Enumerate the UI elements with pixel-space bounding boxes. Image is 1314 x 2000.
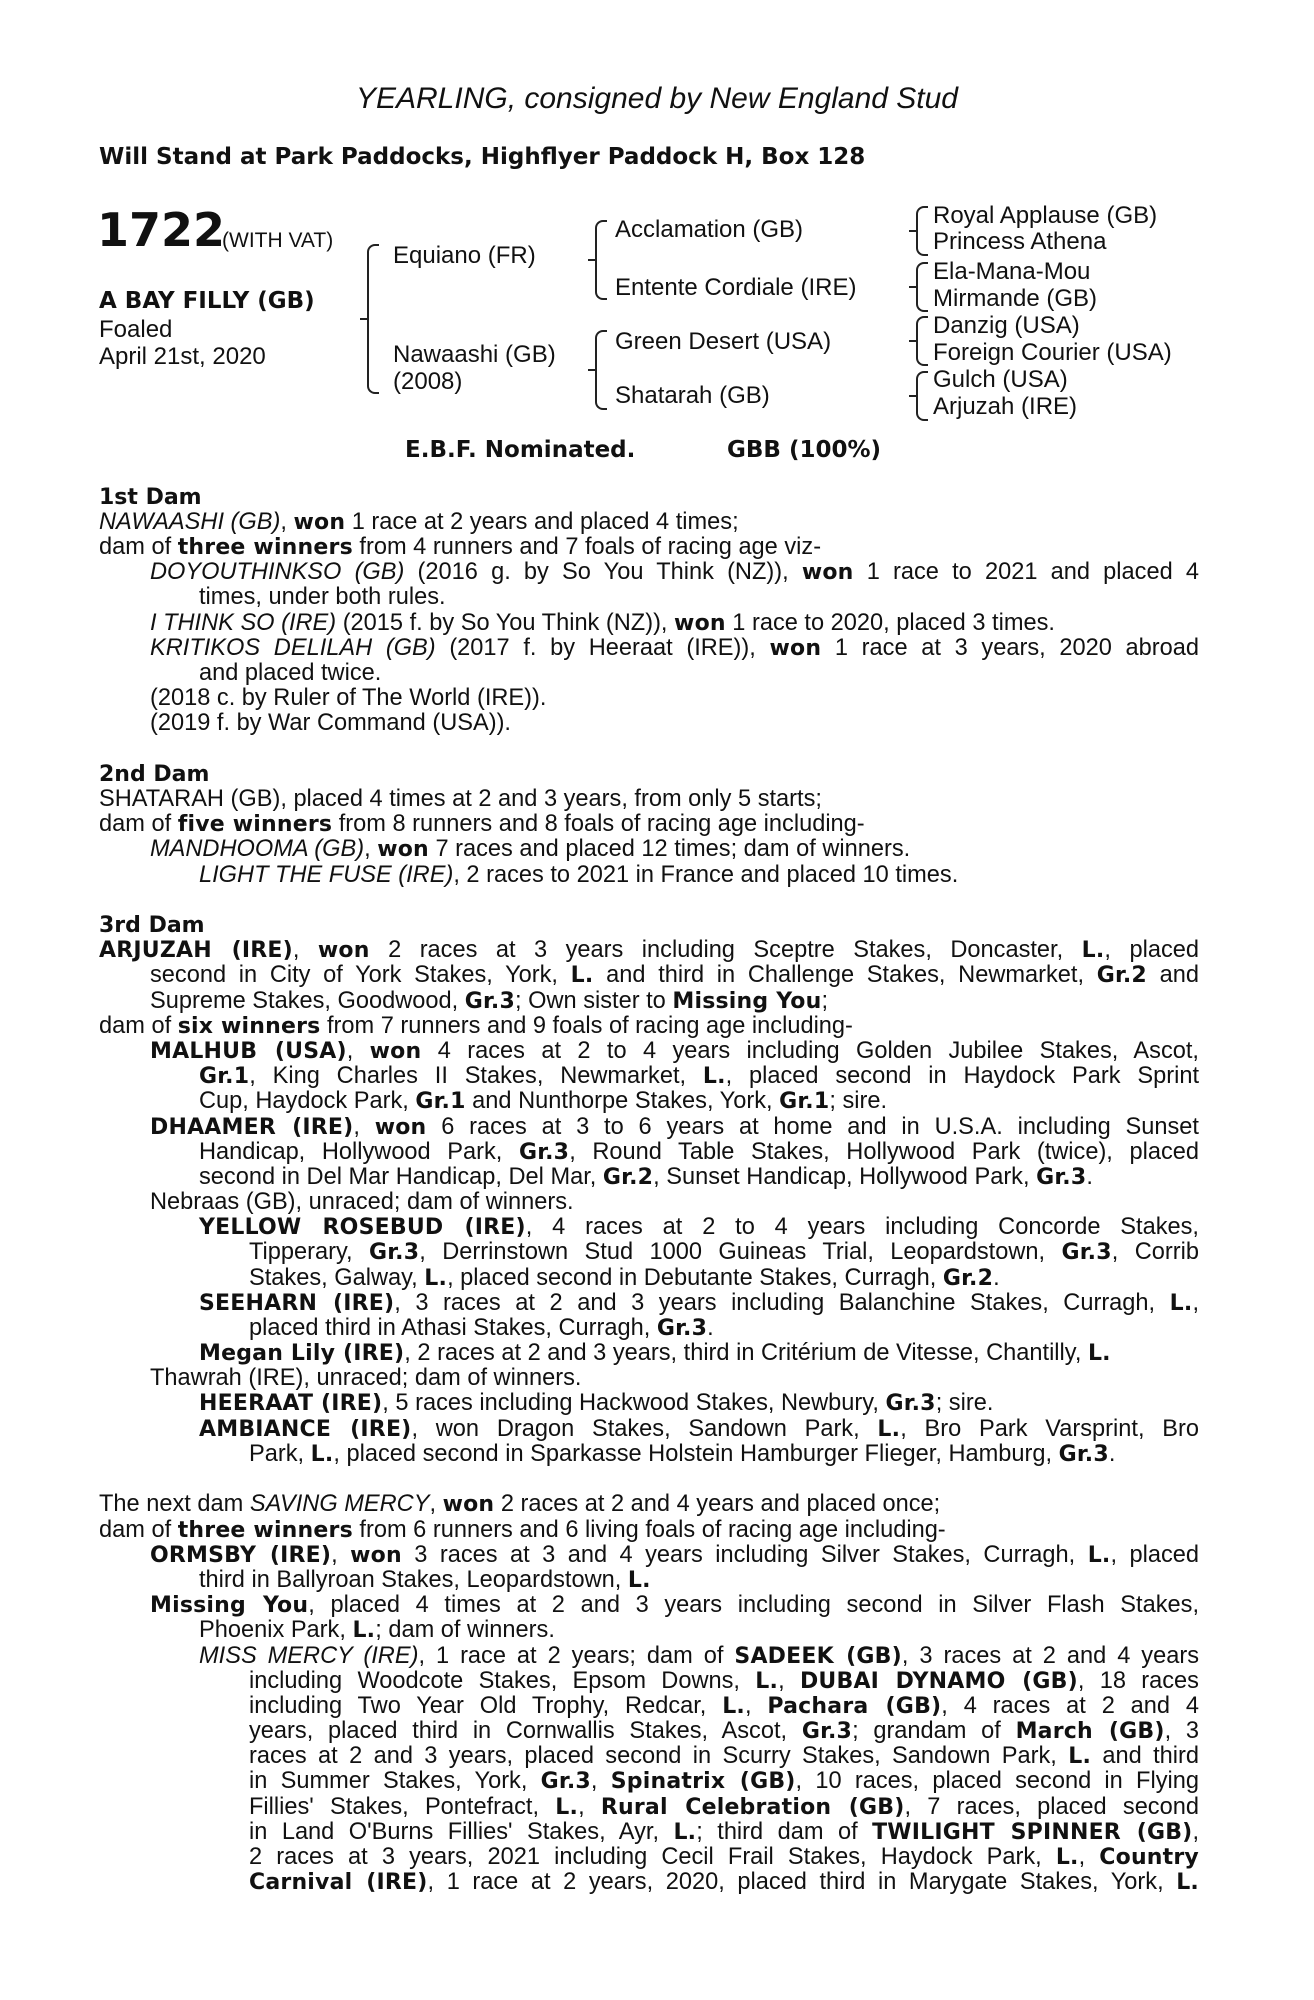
third-dam-line: Supreme Stakes, Goodwood, Gr.3; Own sister to Missing You; (150, 988, 829, 1014)
next-dam-line: including Woodcote Stakes, Epsom Downs, L., DUBAI DYNAMO (GB), 18 races (249, 1668, 1199, 1694)
dam-year: (2008) (393, 368, 463, 395)
pedigree-brace-dam (595, 330, 607, 410)
first-dam-line: I THINK SO (IRE) (2015 f. by So You Think (NZ)), won 1 race to 2020, placed 3 times. (150, 610, 1055, 636)
first-dam-line: NAWAASHI (GB), won 1 race at 2 years and placed 4 times; (99, 509, 739, 535)
first-dam-line: (2019 f. by War Command (USA)). (150, 710, 511, 736)
gen3-7: Gulch (USA) (933, 366, 1068, 393)
third-dam-line: placed third in Athasi Stakes, Curragh, Gr.3. (249, 1315, 714, 1341)
third-dam-line: second in City of York Stakes, York, L. and third in Challenge Stakes, Newmarket, Gr.2 and (150, 962, 1200, 988)
first-dam-line: KRITIKOS DELILAH (GB) (2017 f. by Heeraat (IRE)), won 1 race at 3 years, 2020 abroad (150, 635, 1199, 661)
pedigree-brace-g3-4 (916, 371, 928, 421)
horse-description: A BAY FILLY (GB) (99, 288, 315, 314)
next-dam-line: ORMSBY (IRE), won 3 races at 3 and 4 years including Silver Stakes, Curragh, L., placed (150, 1542, 1200, 1568)
third-dam-line: DHAAMER (IRE), won 6 races at 3 to 6 years at home and in U.S.A. including Sunset (150, 1114, 1199, 1140)
next-dam-line: third in Ballyroan Stakes, Leopardstown, L. (199, 1567, 651, 1593)
third-dam-line: dam of six winners from 7 runners and 9 foals of racing age including- (99, 1013, 853, 1039)
next-dam-line: The next dam SAVING MERCY, won 2 races at 2 and 4 years and placed once; (99, 1491, 941, 1517)
pedigree-brace-g3-2 (916, 262, 928, 312)
third-dam-line: Nebraas (GB), unraced; dam of winners. (150, 1189, 574, 1215)
catalogue-title: YEARLING, consigned by New England Stud (355, 82, 958, 115)
vat-note: (WITH VAT) (222, 229, 334, 252)
lot-number: 1722 (97, 203, 226, 257)
third-dam-line: SEEHARN (IRE), 3 races at 2 and 3 years including Balanchine Stakes, Curragh, L., (199, 1290, 1200, 1316)
next-dam-line: Carnival (IRE), 1 race at 2 years, 2020, placed third in Marygate Stakes, York, L. (249, 1869, 1199, 1895)
pedigree-brace-g3-3 (916, 316, 928, 366)
stand-location: Will Stand at Park Paddocks, Highflyer Paddock H, Box 128 (99, 144, 866, 170)
first-dam-line: DOYOUTHINKSO (GB) (2016 g. by So You Think (NZ)), won 1 race to 2021 and placed 4 (150, 559, 1199, 585)
third-dam-line: Stakes, Galway, L., placed second in Debutante Stakes, Curragh, Gr.2. (249, 1265, 1000, 1291)
next-dam-line: Fillies' Stakes, Pontefract, L., Rural Celebration (GB), 7 races, placed second (249, 1794, 1199, 1820)
next-dam-line: including Two Year Old Trophy, Redcar, L., Pachara (GB), 4 races at 2 and 4 (249, 1693, 1199, 1719)
second-dam-line: MANDHOOMA (GB), won 7 races and placed 12 times; dam of winners. (150, 836, 911, 862)
gen3-3: Ela-Mana-Mou (933, 258, 1091, 285)
foaled-info (99, 316, 266, 370)
first-dam-line: and placed twice. (199, 660, 382, 686)
next-dam-line: Missing You, placed 4 times at 2 and 3 years including second in Silver Flash Stakes, (150, 1592, 1199, 1618)
third-dam-line: Park, L., placed second in Sparkasse Holstein Hamburger Flieger, Hamburg, Gr.3. (249, 1441, 1116, 1467)
gen3-2: Princess Athena (933, 228, 1107, 255)
first-dam-line: dam of three winners from 4 runners and 7 foals of racing age viz- (99, 534, 822, 560)
gen2-3: Green Desert (USA) (615, 328, 832, 355)
ebf-note: E.B.F. Nominated. (405, 437, 636, 463)
pedigree-brace-g3-1 (916, 206, 928, 256)
third-dam-line: MALHUB (USA), won 4 races at 2 to 4 years including Golden Jubilee Stakes, Ascot, (150, 1038, 1199, 1064)
gbb-note: GBB (100%) (727, 437, 882, 463)
third-dam-heading: 3rd Dam (99, 913, 205, 938)
third-dam-line: YELLOW ROSEBUD (IRE), 4 races at 2 to 4 years including Concorde Stakes, (199, 1214, 1199, 1240)
gen3-8: Arjuzah (IRE) (933, 393, 1078, 420)
next-dam-line: races at 2 and 3 years, placed second in Scurry Stakes, Sandown Park, L. and third (249, 1743, 1200, 1769)
third-dam-line: Gr.1, King Charles II Stakes, Newmarket, L., placed second in Haydock Park Sprint (199, 1063, 1200, 1089)
foaled-date: April 21st, 2020 (99, 343, 266, 370)
next-dam-line: 2 races at 3 years, 2021 including Cecil Frail Stakes, Haydock Park, L., Country (249, 1844, 1199, 1870)
sire-name: Equiano (FR) (393, 242, 536, 269)
gen3-5: Danzig (USA) (933, 312, 1080, 339)
first-dam-line: (2018 c. by Ruler of The World (IRE)). (150, 685, 547, 711)
next-dam-line: in Summer Stakes, York, Gr.3, Spinatrix (GB), 10 races, placed second in Flying (249, 1768, 1199, 1794)
third-dam-line: ARJUZAH (IRE), won 2 races at 3 years including Sceptre Stakes, Doncaster, L., placed (99, 937, 1199, 963)
first-dam-line: times, under both rules. (199, 584, 446, 610)
pedigree-brace-main (367, 244, 379, 394)
third-dam-line: Handicap, Hollywood Park, Gr.3, Round Table Stakes, Hollywood Park (twice), placed (199, 1139, 1199, 1165)
next-dam-line: in Land O'Burns Fillies' Stakes, Ayr, L.; third dam of TWILIGHT SPINNER (GB), (249, 1819, 1199, 1845)
third-dam-line: Thawrah (IRE), unraced; dam of winners. (150, 1365, 582, 1391)
third-dam-line: Megan Lily (IRE), 2 races at 2 and 3 years, third in Critérium de Vitesse, Chantilly, L. (199, 1340, 1111, 1366)
gen3-4: Mirmande (GB) (933, 285, 1098, 312)
second-dam-line: SHATARAH (GB), placed 4 times at 2 and 3 years, from only 5 starts; (99, 786, 822, 812)
next-dam-line: MISS MERCY (IRE), 1 race at 2 years; dam of SADEEK (GB), 3 races at 2 and 4 years (199, 1643, 1199, 1669)
next-dam-line: Phoenix Park, L.; dam of winners. (199, 1617, 555, 1643)
second-dam-line: LIGHT THE FUSE (IRE), 2 races to 2021 in France and placed 10 times. (199, 862, 959, 888)
foaled-label: Foaled (99, 316, 173, 343)
gen3-6: Foreign Courier (USA) (933, 339, 1172, 366)
third-dam-line: Cup, Haydock Park, Gr.1 and Nunthorpe Stakes, York, Gr.1; sire. (199, 1088, 888, 1114)
gen2-1: Acclamation (GB) (615, 216, 804, 243)
next-dam-line: dam of three winners from 6 runners and 6 living foals of racing age including- (99, 1517, 946, 1543)
first-dam-heading: 1st Dam (99, 485, 202, 510)
third-dam-line: HEERAAT (IRE), 5 races including Hackwood Stakes, Newbury, Gr.3; sire. (199, 1390, 994, 1416)
gen3-1: Royal Applause (GB) (933, 202, 1158, 229)
gen2-4: Shatarah (GB) (615, 382, 770, 409)
pedigree-brace-sire (595, 220, 607, 300)
second-dam-line: dam of five winners from 8 runners and 8 foals of racing age including- (99, 811, 865, 837)
next-dam-line: years, placed third in Cornwallis Stakes, Ascot, Gr.3; grandam of March (GB), 3 (249, 1718, 1200, 1744)
gen2-2: Entente Cordiale (IRE) (615, 274, 857, 301)
third-dam-line: Tipperary, Gr.3, Derrinstown Stud 1000 Guineas Trial, Leopardstown, Gr.3, Corrib (249, 1239, 1199, 1265)
third-dam-line: second in Del Mar Handicap, Del Mar, Gr.2, Sunset Handicap, Hollywood Park, Gr.3. (199, 1164, 1093, 1190)
dam-name: Nawaashi (GB) (393, 341, 556, 368)
third-dam-line: AMBIANCE (IRE), won Dragon Stakes, Sandown Park, L., Bro Park Varsprint, Bro (199, 1416, 1199, 1442)
second-dam-heading: 2nd Dam (99, 762, 210, 787)
